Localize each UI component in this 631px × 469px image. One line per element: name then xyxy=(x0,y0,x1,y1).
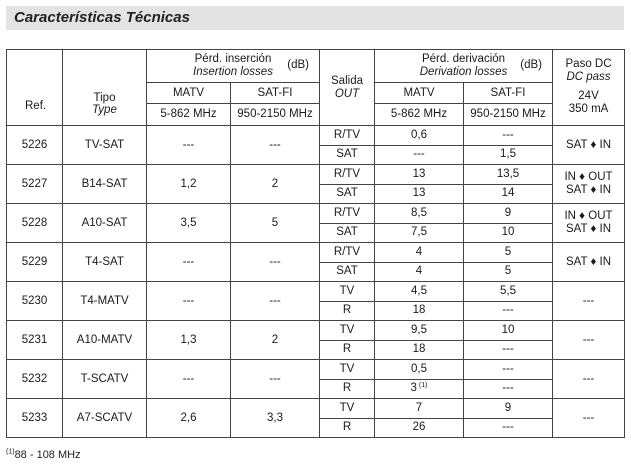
row-der-sat: 1,5 xyxy=(464,145,553,165)
row-ref: 5231 xyxy=(7,321,63,360)
row-out: SAT xyxy=(320,145,375,165)
row-tipo: T4-MATV xyxy=(63,282,147,321)
footnote-ref: (1) xyxy=(418,381,428,389)
table-row xyxy=(7,282,625,302)
row-der-sat: 9 xyxy=(464,204,553,224)
row-der-sat: --- xyxy=(464,418,553,438)
header-tipo-es: Tipo xyxy=(93,91,116,104)
row-tipo: T4-SAT xyxy=(63,243,147,282)
row-ref: 5228 xyxy=(7,204,63,243)
row-out: TV xyxy=(320,321,375,341)
row-dc xyxy=(553,204,625,243)
row-der-matv xyxy=(375,340,464,360)
header-der-band-sat: 950-2150 MHz xyxy=(464,104,553,126)
dc-pass-line1: IN ♦ OUT xyxy=(564,171,613,184)
row-der-matv xyxy=(375,262,464,282)
table-row xyxy=(7,126,625,146)
header-insertion xyxy=(147,50,320,83)
row-der-sat: --- xyxy=(464,379,553,399)
header-ins-matv: MATV xyxy=(147,83,231,104)
footnote-mark: (1) xyxy=(6,448,15,456)
der-matv-value: 0,6 xyxy=(411,128,427,141)
header-ref: Ref. xyxy=(7,50,63,126)
table-row xyxy=(7,360,625,380)
row-dc xyxy=(553,243,625,282)
row-der-sat: 9 xyxy=(464,399,553,419)
row-tipo: A10-MATV xyxy=(63,321,147,360)
row-out: SAT xyxy=(320,184,375,204)
row-tipo: B14-SAT xyxy=(63,165,147,204)
row-ins-sat: --- xyxy=(231,126,320,165)
row-out: R/TV xyxy=(320,204,375,224)
dc-pass-line1: --- xyxy=(582,411,595,424)
header-der-satfi: SAT-FI xyxy=(464,83,553,104)
row-der-matv xyxy=(375,243,464,263)
der-matv-value: 3 xyxy=(410,382,417,395)
row-out: TV xyxy=(320,360,375,380)
row-dc xyxy=(553,360,625,399)
der-matv-value: 9,5 xyxy=(411,323,427,336)
der-matv-value: 7,5 xyxy=(411,226,427,239)
row-ref: 5230 xyxy=(7,282,63,321)
header-tipo-en: Type xyxy=(92,104,117,117)
row-der-matv xyxy=(375,418,464,438)
table-row xyxy=(7,204,625,224)
der-matv-value: 18 xyxy=(412,304,426,317)
row-out: TV xyxy=(320,282,375,302)
row-ins-sat: 2 xyxy=(231,321,320,360)
row-ref: 5232 xyxy=(7,360,63,399)
row-out: SAT xyxy=(320,223,375,243)
dc-pass-line1: --- xyxy=(582,294,595,307)
spec-body xyxy=(7,126,625,438)
header-tipo xyxy=(63,50,147,126)
header-ins-band-sat: 950-2150 MHz xyxy=(231,104,320,126)
header-derivation-unit: (dB) xyxy=(520,59,543,72)
dc-pass-line1: --- xyxy=(582,372,595,385)
row-dc xyxy=(553,165,625,204)
der-matv-value: 4,5 xyxy=(411,284,427,297)
der-matv-value: 13 xyxy=(412,187,426,200)
der-matv-value: 8,5 xyxy=(411,206,427,219)
row-dc xyxy=(553,399,625,438)
header-derivation-es: Pérd. derivación xyxy=(421,53,506,66)
table-row xyxy=(7,399,625,419)
row-der-sat: --- xyxy=(464,360,553,380)
row-ins-matv: --- xyxy=(147,360,231,399)
header-insertion-unit: (dB) xyxy=(287,59,309,72)
row-der-sat: 10 xyxy=(464,321,553,341)
header-der-matv: MATV xyxy=(375,83,464,104)
row-der-sat: --- xyxy=(464,301,553,321)
row-der-sat: --- xyxy=(464,126,553,146)
row-der-sat: 14 xyxy=(464,184,553,204)
header-insertion-en: Insertion losses xyxy=(193,66,273,78)
page-title: Características Técnicas xyxy=(14,9,190,26)
row-out: R xyxy=(320,418,375,438)
der-matv-value: 13 xyxy=(412,167,426,180)
row-out: SAT xyxy=(320,262,375,282)
row-der-matv xyxy=(375,399,464,419)
row-der-matv xyxy=(375,282,464,302)
row-ins-matv: --- xyxy=(147,243,231,282)
footnote-text: 88 - 108 MHz xyxy=(14,449,81,461)
row-der-matv xyxy=(375,165,464,185)
row-out: R xyxy=(320,379,375,399)
row-ref: 5229 xyxy=(7,243,63,282)
dc-pass-line1: --- xyxy=(582,333,595,346)
header-ins-band-matv: 5-862 MHz xyxy=(147,104,231,126)
title-bar xyxy=(6,6,624,30)
dc-pass-line1: IN ♦ OUT xyxy=(564,210,613,223)
row-ins-matv: --- xyxy=(147,282,231,321)
row-out: R/TV xyxy=(320,243,375,263)
row-tipo: A7-SCATV xyxy=(63,399,147,438)
header-derivation-en: Derivation losses xyxy=(419,66,508,78)
row-ref: 5227 xyxy=(7,165,63,204)
header-salida-es: Salida xyxy=(331,74,363,87)
row-der-sat: 10 xyxy=(464,223,553,243)
row-out: R xyxy=(320,301,375,321)
header-der-band-matv: 5-862 MHz xyxy=(375,104,464,126)
row-out: R/TV xyxy=(320,126,375,146)
header-ins-satfi: SAT-FI xyxy=(231,83,320,104)
dc-pass-line1: SAT ♦ IN xyxy=(565,138,612,151)
row-tipo: A10-SAT xyxy=(63,204,147,243)
table-row xyxy=(7,321,625,341)
row-ref: 5226 xyxy=(7,126,63,165)
header-dc-es: Paso DC xyxy=(565,58,612,70)
dc-pass-line2: SAT ♦ IN xyxy=(565,184,612,196)
der-matv-value: 0,5 xyxy=(411,362,427,375)
header-derivation xyxy=(375,50,553,83)
der-matv-value: 4 xyxy=(415,265,423,278)
row-ref: 5233 xyxy=(7,399,63,438)
row-out: TV xyxy=(320,399,375,419)
row-ins-sat: --- xyxy=(231,282,320,321)
row-der-matv xyxy=(375,184,464,204)
row-tipo: T-SCATV xyxy=(63,360,147,399)
row-dc xyxy=(553,321,625,360)
row-ins-sat: 5 xyxy=(231,204,320,243)
header-dc xyxy=(553,50,625,126)
row-ins-sat: 3,3 xyxy=(231,399,320,438)
header-dc-voltage: 24V xyxy=(578,90,599,103)
row-ins-matv: --- xyxy=(147,126,231,165)
row-der-sat: 5,5 xyxy=(464,282,553,302)
row-der-sat: --- xyxy=(464,340,553,360)
row-der-matv xyxy=(375,126,464,146)
row-der-matv xyxy=(375,301,464,321)
header-salida-en: OUT xyxy=(334,87,360,100)
header-insertion-es: Pérd. inserción xyxy=(194,53,272,66)
row-der-matv xyxy=(375,223,464,243)
header-dc-en: DC pass xyxy=(566,70,611,83)
der-matv-value: --- xyxy=(413,148,425,161)
row-ins-sat: 2 xyxy=(231,165,320,204)
der-matv-value: 18 xyxy=(412,343,426,356)
header-dc-current: 350 mA xyxy=(568,102,609,115)
row-dc xyxy=(553,282,625,321)
row-der-sat: 5 xyxy=(464,243,553,263)
row-out: R/TV xyxy=(320,165,375,185)
row-ins-matv: 2,6 xyxy=(147,399,231,438)
row-dc xyxy=(553,126,625,165)
row-der-matv xyxy=(375,360,464,380)
row-ins-sat: --- xyxy=(231,360,320,399)
row-der-sat: 5 xyxy=(464,262,553,282)
row-ins-matv: 1,3 xyxy=(147,321,231,360)
dc-pass-line2: SAT ♦ IN xyxy=(565,223,612,235)
table-row xyxy=(7,165,625,185)
der-matv-value: 7 xyxy=(415,401,423,414)
dc-pass-line1: SAT ♦ IN xyxy=(565,255,612,268)
row-ins-matv: 3,5 xyxy=(147,204,231,243)
row-tipo: TV-SAT xyxy=(63,126,147,165)
row-der-sat: 13,5 xyxy=(464,165,553,185)
der-matv-value: 26 xyxy=(412,421,426,434)
row-ins-sat: --- xyxy=(231,243,320,282)
row-out: R xyxy=(320,340,375,360)
row-ins-matv: 1,2 xyxy=(147,165,231,204)
table-row xyxy=(7,243,625,263)
row-der-matv xyxy=(375,145,464,165)
row-der-matv xyxy=(375,204,464,224)
footnote xyxy=(6,449,81,461)
row-der-matv xyxy=(375,379,464,399)
der-matv-value: 4 xyxy=(415,245,423,258)
row-der-matv xyxy=(375,321,464,341)
spec-table xyxy=(6,49,625,438)
header-salida xyxy=(320,50,375,126)
